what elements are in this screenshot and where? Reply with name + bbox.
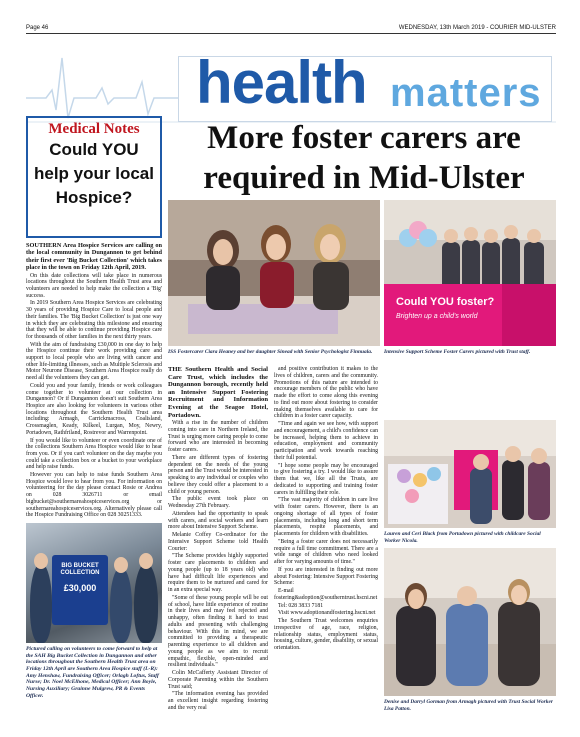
foster-carers-group-photo: [384, 200, 556, 346]
banner-text: BIG BUCKET COLLECTION: [60, 562, 100, 576]
medical-notes-box: [26, 116, 162, 238]
portadown-carers-photo: [384, 420, 556, 528]
article-paragraph: "The vast majority of children in care live with foster carers. However, there is an ongoing shortage of all types of foster placements, including long and short term placements, respite placements, and placements for children with disabilities.: [274, 497, 378, 537]
portadown-photo-caption: Lauren and Ceri Black from Portadown pictured with childcare Social Worker Nicola.: [384, 531, 541, 544]
person-head: [139, 553, 153, 569]
page-header: [26, 22, 556, 34]
article-paragraph: With a rise in the number of children coming into care in Northern Ireland, the Trust is urging more caring people to come forward who are interested in becoming foster carers.: [168, 420, 268, 454]
medical-notes-headline: Could YOU help your local Hospice?: [34, 140, 154, 207]
medical-notes-paragraph: On this date collections will take place in numerous locations throughout the Southern Health Trust area and volunteers are needed to help make the collection a 'Big' success.: [26, 272, 162, 299]
article-paragraph: Melanie Coffey Co-ordinator for the Intensive Support Scheme told Health Courier:: [168, 532, 268, 552]
article-paragraph: If you are interested in finding out more about Fostering: Intensive Support Fostering Scheme:: [274, 566, 378, 587]
portadown-photo-scene: [384, 420, 556, 528]
article-paragraph: The Southern Trust welcomes enquiries irrespective of age, race, religion, relationship status, employment status, housing, culture, gender, disability, or sexual orientation.: [274, 618, 378, 651]
article-paragraph: Attendees had the opportunity to speak with carers, and social workers and learn more about Intensive Support Scheme.: [168, 510, 268, 531]
group-photo-scene: [384, 200, 556, 346]
medical-notes-paragraph: Could you and your family, friends or work colleagues come together to volunteer at our collection in Dungannon? Or if Dungannon doesn't suit Southern Area Hospice are also looking for volunteers in various other locations throughout the Southern Health Trust area including: Armagh, Carrickmacross, Coalisland, Crossmaglen, Keady, Kilkeel, Lurgan, Moy, Newry, Portadown, Rathfriland, Rostrevor and Warrenpoint.: [26, 382, 162, 436]
medical-notes-paragraph: In 2019 Southern Area Hospice Services are celebrating 30 years of providing Hospice Care to local people and their families. The 'Big Bucket Collection' is just one way in which they are celebrating this milestone and ensuring that they will be able to continue providing Hospice care for thousands of other families in the next thirty years.: [26, 300, 162, 340]
article-paragraph: Colin McCafferty Assistant Director of Corporate Parenting within the Southern Trust said;: [168, 670, 268, 690]
person-figure: [110, 567, 132, 643]
article-paragraph: "I hope some people may be encouraged to give fostering a try. I would like to assure them that we, like all the Trusts, are dedicated to supporting and training foster carers in fulfilling their role.: [274, 462, 378, 496]
hospice-volunteers-photo: [26, 523, 162, 643]
article-paragraph: and positive contribution it makes to the lives of children, carers and the community. Promotions of this nature are intended to encourage members of the public who have made the effort to come along this evening to find out more about fostering to consider making themselves available to care for children in a foster carer capacity.: [274, 366, 378, 420]
article-paragraph: "The Scheme provides highly supported foster care placements to children and young people (up to 18 years old) who have had difficult life experiences and require them to be nurtured and cared for in an extra special way.: [168, 553, 268, 594]
person-head: [114, 557, 128, 573]
logo-health-word: health: [196, 49, 367, 116]
main-photo-caption: ISS Fostercarer Ciara Heaney and her daughter Sinead with Senior Psychologist Finnuala.: [168, 349, 373, 355]
issue-date: WEDNESDAY, 13th March 2019 - COURIER MID-ULSTER: [398, 24, 556, 31]
armagh-photo-scene: [384, 548, 556, 696]
person-head: [34, 553, 48, 569]
logo-matters-word: matters: [390, 71, 542, 115]
article-column-1: [168, 366, 268, 713]
article-paragraph: "Being a foster carer does not necessarily require a full time commitment. There are a wide range of children who need looked after for varying amounts of time.": [274, 538, 378, 565]
medical-notes-column: [26, 116, 162, 700]
main-photo-scene: [168, 200, 380, 346]
article-paragraph: "Some of these young people will be out of school, have little experience of routine in their lives and may feel rejected and unhappy, often finding it hard to trust adults and presenting with challenging behaviour. With this in mind, we are committed to providing a therapeutic parenting experience to all children and young people as we aim to recruit empathic, flexible, open-minded and resilient individuals.": [168, 594, 268, 669]
medical-notes-paragraph: With the aim of fundraising £30,000 in one day to help the Hospice continue their work providing care and support to local people who are living with cancer and other life-limiting illnesses, such as Multiple Sclerosis and Motor Neurone Disease, Southern Area Hospice really do need all the volunteers they can get.: [26, 341, 162, 382]
article-headline: More foster carers are required in Mid-Ulster: [203, 120, 525, 196]
person-figure: [134, 563, 158, 643]
page-number: Page 46: [26, 24, 49, 31]
article-paragraph: "Time and again we see how, with support and encouragement, a child's confidence can be increased, helping them to achieve in education, employment and community participation and work towards reaching their full potential.: [274, 421, 378, 461]
article-paragraph: The public event took place on Wednesday 27th February.: [168, 496, 268, 510]
medical-notes-title: Medical Notes: [48, 121, 140, 137]
medical-notes-paragraph: However you can help to raise funds Southern Area Hospice would love to hear from you. For information on volunteering for the day please contact Rosie or Andrea on 028 3026711 or email bigbucket@southernareahospiceservices.org or southernareahospiceservices.org. Alternatively please call the Hospice Fundraising Office on 028 30251333.: [26, 472, 162, 519]
could-you-foster-banner: Could YOU foster?: [396, 296, 495, 308]
big-bucket-banner: [52, 555, 108, 625]
article-lead: THE Southern Health and Social Care Trust, which includes the Dungannon borough, recently held an Intensive Support Fostering Recruitment and Information Evening at the Seagoe Hotel, Portadown.: [168, 366, 268, 419]
foster-carers-main-photo: [168, 200, 380, 346]
banner-subtitle: Brighten up a child's world: [396, 313, 478, 320]
article-paragraph: There are different types of fostering dependent on the needs of the young person and the Trust would be interested in speaking to any individual or couples who believe they could offer a placement to a child or young person.: [168, 454, 268, 495]
person-figure: [30, 563, 52, 643]
hospice-photo-caption: Pictured calling on volunteers to come forward to help at the SAH Big Bucket Collection in Dungannon and other locations throughout the Southern Health Trust area on Friday 12th April are Southern Area Hospice staff (L-R): Amy Henshaw, Fundraising Officer; Orlagh Loftus, Staff Nurse; Dr. Noel McElhone, Medical Officer; Ann Boyle, Nursing Auxiliary; Grainne Mulgrew, PR & Events Officer.: [26, 645, 159, 699]
armagh-photo-caption: Denise and Darryl Gorman from Armagh pictured with Trust Social Worker Lisa Patton.: [384, 699, 553, 712]
armagh-carers-photo: [384, 548, 556, 696]
contact-phone: Tel: 028 3833 7181: [278, 602, 324, 609]
banner-amount: £30,000: [63, 582, 97, 593]
medical-notes-paragraph: If you would like to volunteer or even coordinate one of the collections Southern Area Hospice would like to hear from you. Or if you can't volunteer on the day maybe you could take a collection box or a bucket to your workplace and help raise funds.: [26, 437, 162, 471]
medical-notes-lead: SOUTHERN Area Hospice Services are calling on the local community in Dungannon to get behind their first ever 'Big Bucket Collection' which takes place in the town on Friday 12th April, 2019.: [26, 242, 162, 272]
group-photo-caption: Intensive Support Scheme Foster Carers pictured with Trust staff.: [384, 349, 531, 355]
contact-email: E-mail fostering&adoption@southerntrust.hscni.net: [274, 588, 378, 601]
contact-website: Visit www.adoptionandfostering.hscni.net: [278, 610, 376, 617]
article-paragraph: "The information evening has provided an excellent insight regarding fostering and the very real: [168, 691, 268, 711]
article-column-2: [274, 366, 378, 653]
medical-notes-body: [26, 273, 162, 519]
